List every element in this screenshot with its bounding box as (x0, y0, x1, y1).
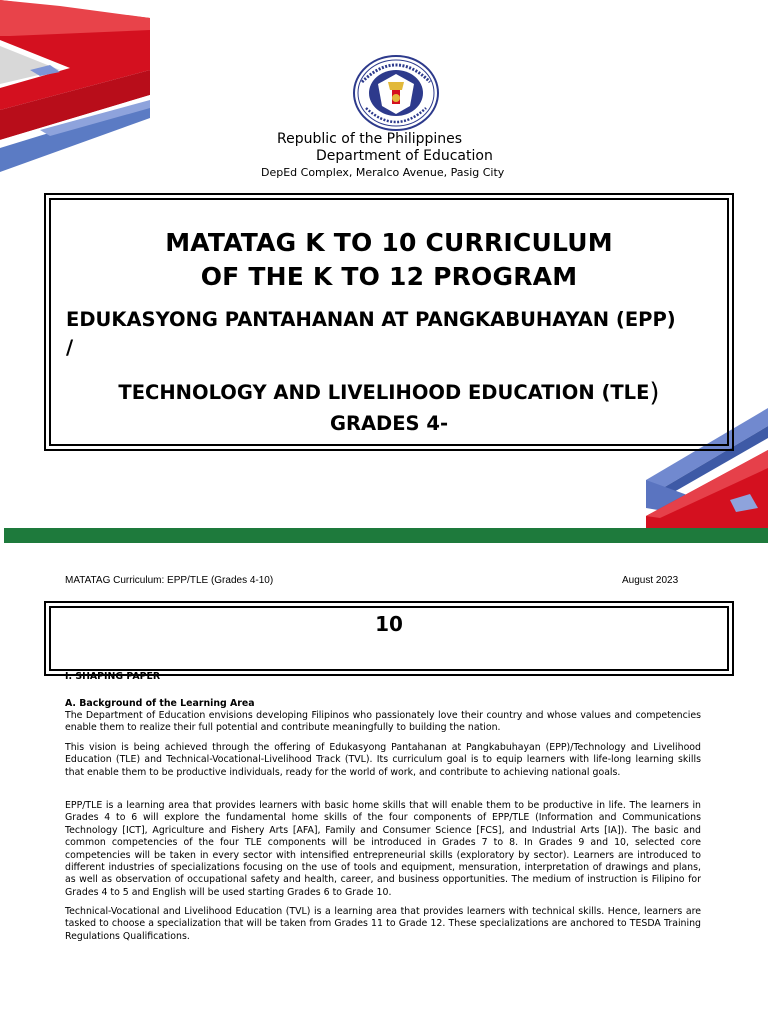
header-address: DepEd Complex, Meralco Avenue, Pasig City (261, 166, 505, 179)
cover-title-inner-border (49, 198, 729, 446)
grades-continued-box (44, 601, 734, 676)
header-republic: Republic of the Philippines (277, 131, 463, 147)
paragraph-2: This vision is being achieved through the offering of Edukasyong Pantahanan at Pangkabuhayan (EPP)/Technology and Livelihood Education (TLE) and Technical-Vocational-Livelihood Track (TVL). Its curriculum goal is to equip learners with life-long learning skills that enable them to be productive individuals, ready for the world of work, and contribute to achieving national goals. (65, 742, 701, 778)
ribbon-decoration-top-left (0, 0, 150, 175)
page-header-left: MATATAG Curriculum: EPP/TLE (Grades 4-10) (65, 575, 274, 586)
paragraph-4: Technical-Vocational and Livelihood Education (TVL) is a learning area that provides learners with technical skills. Hence, learners are tasked to choose a specialization that will be taken from Grades 11 to Grade 12. These specializations are anchored to TESDA Training Regulations Qualifications. (65, 906, 701, 942)
page-header-date: August 2023 (622, 575, 679, 586)
title-tle (51, 378, 727, 408)
title-epp: EDUKASYONG PANTAHANAN AT PANGKABUHAYAN (EPP) (66, 308, 676, 331)
paragraph-1: The Department of Education envisions developing Filipinos who passionately love their country and whose values and competencies enable them to realize their full potential and contribute meaningfully to building the nation. (65, 710, 701, 734)
title-tle-paren: ) (649, 378, 660, 408)
subsection-title: A. Background of the Learning Area (65, 698, 255, 709)
header-department: Department of Education (316, 148, 493, 164)
grades-continued-inner-border (49, 606, 729, 671)
deped-seal (352, 54, 440, 132)
paragraph-3: EPP/TLE is a learning area that provides learners with basic home skills that will enable them to be productive in life. The learners in Grades 4 to 6 will explore the fundamental home skills of the four components of EPP/TLE (Information and Communications Technology [ICT], Agriculture and Fishery Arts [AFA], Family and Consumer Science [FCS], and Industrial Arts [IA]). The basic and common competencies of the four TLE components will be introduced in Grades 7 to 8. In Grades 9 and 10, selected core competencies will be taken in every sector with intensified entrepreneurial skills (exploratory by sector). Learners are introduced to different industries of specializations focusing on the use of tools and equipment, mensuration, interpretation of drawings and plans, as well as observation of occupational safety and health, career, and business opportunities. The medium of instruction is Filipino for Grades 4 to 5 and English will be used starting Grades 6 to Grade 10. (65, 800, 701, 898)
title-tle-text: TECHNOLOGY AND LIVELIHOOD EDUCATION (TLE (118, 381, 650, 404)
grades-continued-number: 10 (375, 612, 403, 636)
cover-title-box (44, 193, 734, 451)
title-line-2: OF THE K TO 12 PROGRAM (200, 262, 578, 291)
title-grades: GRADES 4- (329, 412, 449, 435)
green-band (4, 528, 768, 543)
title-line-1: MATATAG K TO 10 CURRICULUM (165, 228, 613, 257)
title-slash: / (66, 336, 74, 359)
section-title: I. SHAPING PAPER (65, 671, 161, 682)
